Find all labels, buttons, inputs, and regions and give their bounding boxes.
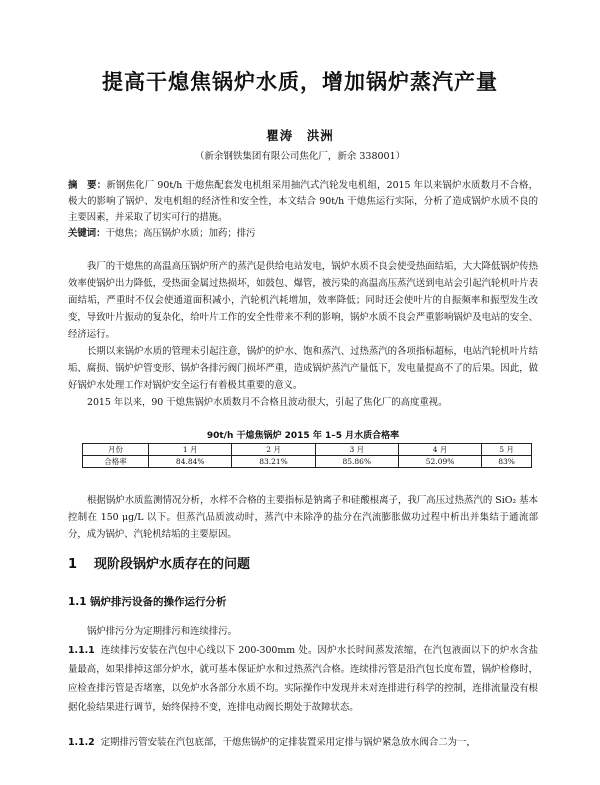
table-cell: 2 月 xyxy=(232,444,315,456)
after-table-body xyxy=(68,492,538,543)
table-cell: 月份 xyxy=(83,444,149,456)
paragraph: 长期以来锅炉水质的管理未引起注意，锅炉的炉水、饱和蒸汽、过热蒸汽的各项指标超标，电站汽轮机叶片结垢、腐损、锅炉炉管变形、锅炉各排污阀门损坏严重，造成锅炉蒸汽产量低下，发电量提高不了的后果。因此，做好锅炉水处理工作对锅炉安全运行有着极其重要的意义。 xyxy=(68,346,538,391)
table-cell: 83% xyxy=(482,456,532,468)
item-text: 连续排污安装在汽包中心线以下 200-300mm 处。因炉水长时间蒸发浓缩，在汽包液面以下的炉水含盐量最高，如果排掉这部分炉水，就可基本保证炉水和过热蒸汽合格。连续排污管是沿汽包长度布置，锅炉检修时，应检查排污管是否堵塞，以免炉水各部分水质不均。实际操作中发现并未对连排进行科学的控制，连排流量没有根据化验结果进行调节，始终保持不变，连排电动阀长期处于故障状态。 xyxy=(68,645,538,713)
table-cell: 合格率 xyxy=(83,456,149,468)
subsection-heading xyxy=(68,594,227,609)
keywords-label: 关键词： xyxy=(68,228,106,239)
paper-title: 提高干熄焦锅炉水质，增加锅炉蒸汽产量 xyxy=(102,70,498,94)
table-cell: 5 月 xyxy=(482,444,532,456)
item-1-1-2 xyxy=(68,733,538,752)
author-affiliation: （新余钢铁集团有限公司焦化厂，新余 338001） xyxy=(194,151,406,162)
section-heading xyxy=(68,553,250,572)
paragraph: 根据锅炉水质监测情况分析，水样不合格的主要指标是钠离子和硅酸根离子，我厂高压过热蒸汽的 SiO₂ 基本控制在 150 μg/L 以下。但蒸汽品质波动时，蒸汽中未除净的盐分在汽流膨胀做功过程中析出并集结于通流部分，成为锅炉、汽轮机结垢的主要原因。 xyxy=(68,495,538,540)
intro-body xyxy=(68,258,538,411)
subsection-intro: 锅炉排污分为定期排污和连续排污。 xyxy=(87,626,238,637)
item-text: 定期排污管安装在汽包底部，干熄焦锅炉的定排装置采用定排与锅炉紧急放水阀合二为一， xyxy=(100,737,476,748)
subsection-title: 锅炉排污设备的操作运行分析 xyxy=(90,596,227,608)
table-cell: 1 月 xyxy=(149,444,232,456)
paragraph: 2015 年以来，90 干熄焦锅炉水质数月不合格且波动很大，引起了焦化厂的高度重视。 xyxy=(87,397,448,408)
subsection-number: 1.1 xyxy=(68,596,87,608)
abstract-text: 新钢焦化厂 90t/h 干熄焦配套发电机组采用抽汽式汽轮发电机组，2015 年以来锅炉水质数月不合格，极大的影响了锅炉、发电机组的经济性和安全性，本文结合 90t/h 干熄焦运行实际，分析了造成锅炉水质不良的主要因素，并采取了切实可行的措施。 xyxy=(68,180,538,223)
item-number: 1.1.1 xyxy=(68,645,95,656)
paragraph: 我厂的干熄焦的高温高压锅炉所产的蒸汽是供给电站发电，锅炉水质不良会使受热面结垢，大大降低锅炉传热效率使锅炉出力降低，受热面金属过热损坏，如鼓包、爆管，被污染的高温高压蒸汽送到电站会引起汽轮机叶片表面结垢，严重时不仅会使通道面积减小，汽轮机汽耗增加，效率降低；同时还会使叶片的自振频率和振型发生改变，导致叶片振动的复杂化，给叶片工作的安全性带来不利的影响，锅炉水质不良会严重影响锅炉及电站的安全、经济运行。 xyxy=(68,261,538,340)
table-cell: 83.21% xyxy=(232,456,315,468)
table-caption: 90t/h 干熄焦锅炉 2015 年 1–5 月水质合格率 xyxy=(206,431,400,441)
table-cell: 4 月 xyxy=(398,444,481,456)
water-quality-table xyxy=(82,443,532,468)
abstract-label: 摘 要： xyxy=(68,180,107,191)
table-cell: 85.86% xyxy=(315,456,398,468)
table-cell: 52.09% xyxy=(398,456,481,468)
abstract xyxy=(68,178,538,226)
table-cell: 84.84% xyxy=(149,456,232,468)
table-cell: 3 月 xyxy=(315,444,398,456)
item-number: 1.1.2 xyxy=(68,737,95,748)
item-1-1-1 xyxy=(68,641,538,717)
section-title: 现阶段锅炉水质存在的问题 xyxy=(94,557,251,572)
table-header-row xyxy=(83,444,532,456)
keywords xyxy=(68,226,538,242)
table-row xyxy=(83,456,532,468)
section-number: 1 xyxy=(68,557,78,572)
author-names: 瞿涛 洪洲 xyxy=(266,128,334,143)
keywords-text: 干熄焦；高压锅炉水质；加药；排污 xyxy=(105,228,256,239)
